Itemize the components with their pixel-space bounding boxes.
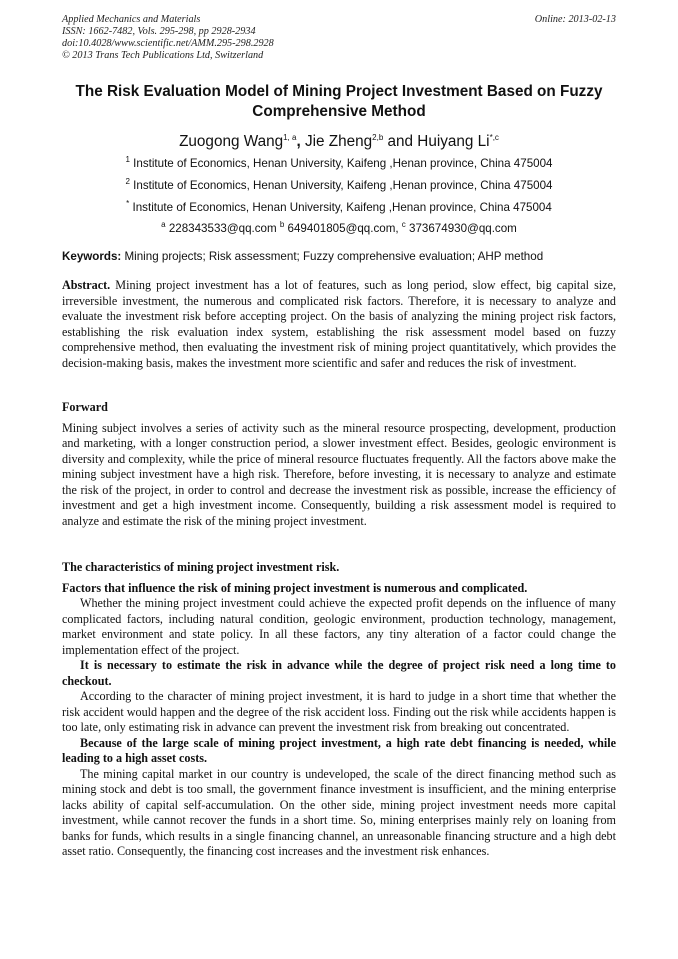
author-list	[40, 132, 638, 152]
paragraph-1: Whether the mining project investment could achieve the expected profit depends on the influence of many complicated factors, including natural condition, geologic environment, production technology, management, market environment and state policy. In all these factors, any tiny alteration of a factor could change the implementation effect of the project.	[62, 596, 616, 657]
abstract	[62, 278, 616, 371]
affiliation-mark: 2	[125, 177, 130, 187]
email-a: 228343533@qq.com	[165, 222, 280, 235]
affiliation-2	[40, 179, 638, 193]
author-3: and Huiyang Li	[383, 133, 490, 150]
characteristics-section	[62, 560, 616, 860]
keywords	[62, 250, 616, 264]
author-2-mark: 2,b	[372, 132, 384, 142]
affiliation-text: Institute of Economics, Henan University, Kaifeng ,Henan province, China 475004	[129, 157, 553, 170]
author-2: Jie Zheng	[300, 133, 373, 150]
title-line-2: Comprehensive Method	[252, 103, 426, 120]
author-1-mark: 1, a	[283, 132, 297, 142]
author-3-mark: *,c	[489, 132, 499, 142]
keywords-text: Mining projects; Risk assessment; Fuzzy comprehensive evaluation; AHP method	[121, 250, 544, 263]
email-mark-b: b	[279, 220, 285, 230]
running-header	[62, 14, 616, 62]
issn-line: ISSN: 1662-7482, Vols. 295-298, pp 2928-2934	[62, 26, 256, 37]
author-1: Zuogong Wang	[179, 133, 284, 150]
title-line-1: The Risk Evaluation Model of Mining Project Investment Based on Fuzzy	[75, 83, 603, 100]
abstract-label: Abstract.	[62, 278, 111, 292]
affiliation-mark: *	[126, 199, 130, 209]
paragraph-3: The mining capital market in our country is undeveloped, the scale of the direct financing method such as mining stock and debt is too small, the government finance investment is insufficient, and the mining enterprise lacks ability of capital self-accumulation. On the other side, mining project investment needs more capital investment, while cannot recover the funds in a short time. So, mining enterprises mainly rely on loaning from banks for funds, which results in a single financing channel, an unreasonable financing structure and a high debt asset ratio. Consequently, the financing cost increases and the investment risk enhances.	[62, 766, 616, 858]
email-c: 373674930@qq.com	[405, 222, 517, 235]
email-b: 649401805@qq.com,	[284, 222, 402, 235]
author-separator: ,	[296, 133, 301, 150]
subheading-2: It is necessary to estimate the risk in advance while the degree of project risk need a long time to checkout.	[62, 658, 616, 688]
characteristics-heading: The characteristics of mining project investment risk.	[62, 560, 340, 574]
author-emails	[40, 222, 638, 236]
email-mark-a: a	[161, 220, 166, 230]
subheading-3: Because of the large scale of mining project investment, a high rate debt financing is needed, while leading to a high asset costs.	[62, 735, 616, 765]
subheading-1: Factors that influence the risk of mining project investment is numerous and complicated.	[62, 580, 528, 595]
affiliation-mark: 1	[125, 155, 130, 165]
forward-section	[62, 400, 616, 529]
affiliation-1	[40, 157, 638, 171]
forward-paragraph: Mining subject involves a series of activity such as the mineral resource prospecting, development, production and marketing, with a longer construction period, a slower investment effect. Besides, geologic environment is diversity and complexity, while the price of mineral resource fluctuates frequently. All the factors above make the mining subject investment have a high risk. Therefore, before investing, it is necessary to analyze and estimate the risk of the project, in order to control and decrease the investment risk as possible, increase the efficiency of investment and get a high investment income. Consequently, building a risk assessment model is required to analyze and estimate the risk of the mining project investment.	[62, 420, 616, 528]
paper-title	[56, 82, 622, 122]
copyright-line: © 2013 Trans Tech Publications Ltd, Switzerland	[62, 50, 264, 61]
email-mark-c: c	[401, 220, 406, 230]
journal-name: Applied Mechanics and Materials	[62, 14, 201, 25]
forward-heading: Forward	[62, 400, 108, 414]
online-date: Online: 2013-02-13	[534, 14, 616, 25]
doi-line: doi:10.4028/www.scientific.net/AMM.295-298.2928	[62, 38, 274, 49]
paragraph-2: According to the character of mining project investment, it is hard to judge in a short time that whether the risk accident would happen and the degree of the risk accident loss. Finding out the risk while accidents happen is too late, only estimating risk in advance can prevent the investment risk from breaking out concentrated.	[62, 689, 616, 734]
keywords-label: Keywords:	[62, 250, 122, 263]
affiliation-text: Institute of Economics, Henan University, Kaifeng ,Henan province, China 475004	[129, 179, 553, 192]
abstract-text: Mining project investment has a lot of features, such as long period, slow effect, big capital size, irreversible investment, the numerous and complicated risk factors. Therefore, it is necessary to analyze and evaluate the investment risk before accepting project. On the basis of analyzing the mining project risk factors, establishing the risk evaluation index system, establishing the risk assessment model based on fuzzy comprehensive method, then evaluating the investment risk of mining project quantitatively, which provides the decision-making basis, makes the investment more scientific and safer and reduces the risk of investment.	[62, 278, 616, 370]
affiliation-text: Institute of Economics, Henan University, Kaifeng ,Henan province, China 475004	[129, 201, 552, 214]
affiliation-3	[40, 201, 638, 215]
